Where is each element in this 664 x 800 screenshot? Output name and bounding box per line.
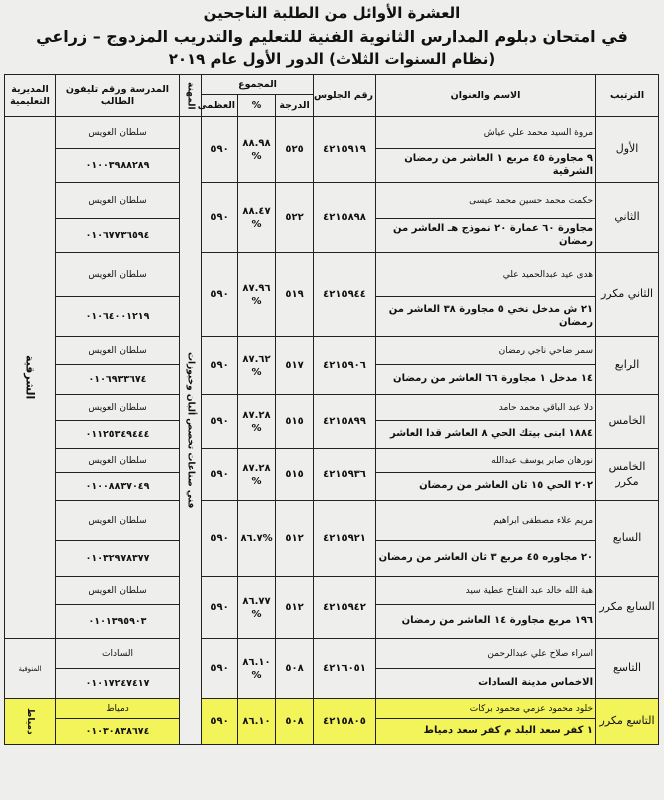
cell-max: ٥٩٠ [202, 183, 238, 253]
cell-directorate-menoufia: المنوفية [5, 639, 56, 699]
cell-score: ٥٠٨ [276, 699, 314, 745]
document-subtitle: في امتحان دبلوم المدارس الثانوية الفنية للتعليم والتدريب المزدوج – زراعي [36, 27, 628, 46]
cell-rank: الثاني [596, 183, 659, 253]
cell-score: ٥١٢ [276, 501, 314, 577]
cell-percent: ٨٧.٦٢ % [238, 337, 276, 395]
cell-score: ٥١٧ [276, 337, 314, 395]
cell-max: ٥٩٠ [202, 639, 238, 699]
table-row [5, 449, 659, 473]
cell-rank: الخامس مكرر [596, 449, 659, 501]
cell-name: هدى عيد عبدالحميد علي [376, 253, 596, 297]
cell-seat: ٤٢١٥٩٠٦ [314, 337, 376, 395]
cell-seat: ٤٢١٥٩٢١ [314, 501, 376, 577]
table-row [5, 117, 659, 149]
cell-name: هبة الله خالد عبد الفتاح عطية سيد [376, 577, 596, 605]
cell-score: ٥٠٨ [276, 639, 314, 699]
header-profession: المهنة [180, 75, 202, 117]
cell-address: ١٤ مدخل ١ مجاورة ٦٦ العاشر من رمضان [376, 365, 596, 395]
cell-school: سلطان العويس [56, 117, 180, 149]
cell-school: سلطان العويس [56, 395, 180, 421]
cell-profession: فني صناعات تخصص ألبان وخبوزات [180, 117, 202, 745]
header-percent: % [238, 95, 276, 117]
cell-percent: ٨٧.٩٦ % [238, 253, 276, 337]
cell-school: سلطان العويس [56, 337, 180, 365]
cell-percent: ٨٧.٢٨ % [238, 449, 276, 501]
cell-phone: ٠١١٢٥٣٤٩٤٤٤ [56, 421, 180, 449]
cell-seat: ٤٢١٥٩٣٦ [314, 449, 376, 501]
cell-max: ٥٩٠ [202, 501, 238, 577]
cell-name: خلود محمود عزمي محمود بركات [376, 699, 596, 719]
cell-score: ٥١٢ [276, 577, 314, 639]
cell-address: ٢١ ش مدخل نخي ٥ مجاورة ٣٨ العاشر من رمضان [376, 297, 596, 337]
cell-school: سلطان العويس [56, 449, 180, 473]
header-rank: الترتيب [596, 75, 659, 117]
cell-name: نورهان صابر يوسف عبدالله [376, 449, 596, 473]
cell-school: سلطان العويس [56, 501, 180, 541]
cell-phone: ٠١٠١٣٩٥٩٠٣ [56, 605, 180, 639]
cell-phone: ٠١٠٠٣٩٨٨٢٨٩ [56, 149, 180, 183]
cell-address: ٢٠ مجاوره ٤٥ مربع ٣ ثان العاشر من رمضان [376, 541, 596, 577]
cell-school: سلطان العويس [56, 253, 180, 297]
cell-directorate-sharqia: الشرقية [5, 117, 56, 639]
cell-address: ٢٠٢ الحي ١٥ ثان العاشر من رمضان [376, 473, 596, 501]
cell-seat: ٤٢١٥٩٤٤ [314, 253, 376, 337]
cell-max: ٥٩٠ [202, 395, 238, 449]
cell-seat: ٤٢١٥٩١٩ [314, 117, 376, 183]
header-total-group: المجموع [202, 75, 314, 95]
header-name-address: الاسم والعنوان [376, 75, 596, 117]
table-row [5, 337, 659, 365]
cell-max: ٥٩٠ [202, 337, 238, 395]
cell-score: ٥١٥ [276, 395, 314, 449]
cell-address: مجاورة ٦٠ عمارة ٢٠ نموذج هـ العاشر من رمضان [376, 219, 596, 253]
header-directorate: المديرية التعليمية [5, 75, 56, 117]
table-row [5, 183, 659, 219]
cell-score: ٥٢٥ [276, 117, 314, 183]
cell-max: ٥٩٠ [202, 699, 238, 745]
cell-rank: السابع [596, 501, 659, 577]
header-seat: رقم الجلوس [314, 75, 376, 117]
cell-max: ٥٩٠ [202, 253, 238, 337]
cell-phone: ٠١٠٦٩٣٣٦٧٤ [56, 365, 180, 395]
cell-school: السادات [56, 639, 180, 669]
cell-max: ٥٩٠ [202, 577, 238, 639]
cell-percent: ٨٦.١٠ % [238, 639, 276, 699]
cell-address: ٩ مجاورة ٤٥ مربع ١ العاشر من رمضان الشرقية [376, 149, 596, 183]
document-title: العشرة الأوائل من الطلبة الناجحين [203, 4, 461, 22]
cell-rank: الثاني مكرر [596, 253, 659, 337]
cell-address: ١٩٦ مربع مجاورة ١٤ العاشر من رمضان [376, 605, 596, 639]
table-row [5, 501, 659, 541]
cell-rank: الخامس [596, 395, 659, 449]
cell-rank: الرابع [596, 337, 659, 395]
table-row [5, 639, 659, 669]
cell-rank: الأول [596, 117, 659, 183]
cell-school: سلطان العويس [56, 183, 180, 219]
cell-name: مروة السيد محمد علي عياش [376, 117, 596, 149]
cell-name: اسراء صلاح علي عبدالرحمن [376, 639, 596, 669]
document-exam-session: (نظام السنوات الثلاث) الدور الأول عام ٢٠١٩ [168, 50, 496, 68]
cell-percent: ٨٨.٩٨ % [238, 117, 276, 183]
cell-rank: التاسع مكرر [596, 699, 659, 745]
cell-school: دمياط [56, 699, 180, 719]
table-row [5, 699, 659, 719]
cell-name: دلا عبد الباقي محمد حامد [376, 395, 596, 421]
cell-max: ٥٩٠ [202, 117, 238, 183]
cell-name: حكمت محمد حسين محمد عيسى [376, 183, 596, 219]
cell-phone: ٠١٠٦٧٧٣٦٥٩٤ [56, 219, 180, 253]
table-row [5, 253, 659, 297]
cell-score: ٥١٥ [276, 449, 314, 501]
results-table [4, 74, 659, 745]
cell-percent: ٨٧.٢٨ % [238, 395, 276, 449]
cell-name: سمر ضاحي ناجي رمضان [376, 337, 596, 365]
cell-rank: التاسع [596, 639, 659, 699]
cell-percent: ٨٦.٧٧ % [238, 577, 276, 639]
cell-phone: ٠١٠٣٢٩٧٨٣٧٧ [56, 541, 180, 577]
cell-score: ٥١٩ [276, 253, 314, 337]
cell-phone: ٠١٠٠٨٨٣٧٠٤٩ [56, 473, 180, 501]
header-score: الدرجة [276, 95, 314, 117]
table-row [5, 395, 659, 421]
cell-phone: ٠١٠١٧٢٤٧٤١٧ [56, 669, 180, 699]
header-max: العظمى [202, 95, 238, 117]
cell-address: الاخماس مدينة السادات [376, 669, 596, 699]
cell-phone: ٠١٠٦٤٠٠١٢١٩ [56, 297, 180, 337]
cell-directorate-damietta: دمياط [5, 699, 56, 745]
cell-seat: ٤٢١٥٨٠٥ [314, 699, 376, 745]
cell-score: ٥٢٢ [276, 183, 314, 253]
cell-seat: ٤٢١٥٩٤٢ [314, 577, 376, 639]
cell-percent: ٨٦.١٠ [238, 699, 276, 745]
cell-school: سلطان العويس [56, 577, 180, 605]
cell-max: ٥٩٠ [202, 449, 238, 501]
cell-name: مريم علاء مصطفى ابراهيم [376, 501, 596, 541]
cell-rank: السابع مكرر [596, 577, 659, 639]
cell-address: ١٨٨٤ ابنى بيتك الحي ٨ العاشر قدا العاشر [376, 421, 596, 449]
cell-address: ١ كفر سعد البلد م كفر سعد دمياط [376, 719, 596, 745]
cell-seat: ٤٢١٥٨٩٩ [314, 395, 376, 449]
table-row [5, 577, 659, 605]
cell-seat: ٤٢١٦٠٥١ [314, 639, 376, 699]
cell-percent: %٨٦.٧ [238, 501, 276, 577]
cell-seat: ٤٢١٥٨٩٨ [314, 183, 376, 253]
cell-phone: ٠١٠٣٠٨٣٨٦٧٤ [56, 719, 180, 745]
cell-percent: ٨٨.٤٧ % [238, 183, 276, 253]
header-school-phone: المدرسة ورقم تليفون الطالب [56, 75, 180, 117]
